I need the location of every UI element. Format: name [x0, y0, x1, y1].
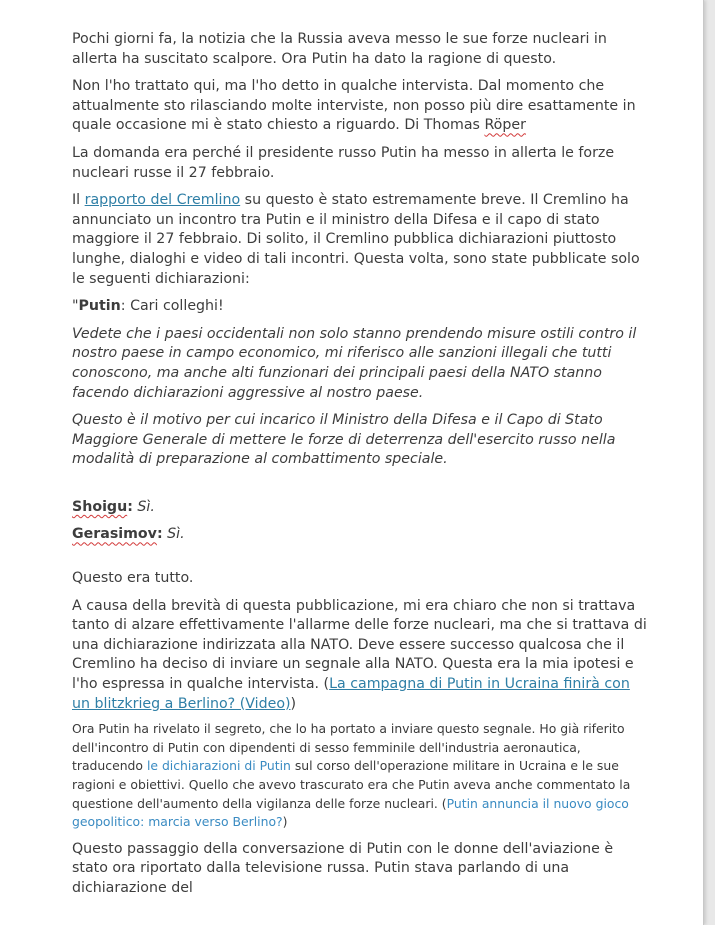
- kremlin-report-pre: Il: [72, 192, 85, 209]
- putin-greeting: : Cari colleghi!: [120, 298, 224, 315]
- gerasimov-reply: Sì.: [162, 526, 185, 543]
- gerasimov-speaker-name: Gerasimov: [72, 526, 157, 543]
- putin-greeting-line: [72, 297, 652, 317]
- kremlin-report-post: su questo è stato estremamente breve. Il Cremlino ha annunciato un incontro tra Putin e il ministro della Difesa e il capo di stato maggiore il 27 febbraio. Di solito, il Cremlino pubblica dichiarazioni piuttosto lunghe, dialoghi e video di tali incontri. Questa volta, sono state pubblicate solo le seguenti dichiarazioni:: [72, 192, 640, 287]
- paragraph-interviews-text: Non l'ho trattato qui, ma l'ho detto in qualche intervista. Dal momento che attualmente sto rilasciando molte interviste, non posso più dire esattamente in quale occasione mi è stato chiesto a riguardo. Di Thomas: [72, 78, 636, 134]
- putin-quote-2: [72, 411, 652, 470]
- paragraph-interviews: [72, 77, 652, 136]
- putin-statements-link[interactable]: le dichiarazioni di Putin: [146, 758, 291, 774]
- gerasimov-colon: :: [156, 526, 163, 543]
- gerasimov-reply-line: [72, 525, 652, 545]
- putin-quote-1-text: Vedete che i paesi occidentali non solo stanno prendendo misure ostili contro il nostro paese in campo economico, mi riferisco alle sanzioni illegali che tutti conoscono, ma anche alti funzionari dei principali paesi della NATO stanno facendo dichiarazioni aggressive al nostro paese.: [72, 325, 637, 401]
- paragraph-that-was-all: Questo era tutto.: [72, 570, 194, 587]
- geopolitical-game-link[interactable]: Putin annuncia il nuovo gioco geopolitico: marcia verso Berlino?: [72, 795, 629, 830]
- paragraph-kremlin-report: [72, 191, 652, 289]
- quote-open-mark: ": [72, 298, 79, 315]
- paragraph-nato-signal: [72, 597, 652, 715]
- paragraph-secret-revealed: [72, 720, 652, 832]
- paragraph-intro: Pochi giorni fa, la notizia che la Russia aveva messo le sue forze nucleari in allerta ha suscitato scalpore. Ora Putin ha dato la ragione di questo.: [72, 31, 607, 67]
- secret-revealed-mid: sul corso dell'operazione militare in Ucraina e le sue ragioni e obiettivi. Quello che avevo trascurato era che Putin aveva anche commentato la questione dell'aumento della vigilanza delle forze nucleari. (: [72, 758, 631, 811]
- author-name: Röper: [484, 117, 526, 134]
- kremlin-report-link[interactable]: rapporto del Cremlino: [84, 192, 241, 209]
- shoigu-colon: :: [127, 498, 133, 515]
- secret-revealed-close: ): [282, 814, 288, 830]
- paragraph-question: La domanda era perché il presidente russo Putin ha messo in allerta le forze nucleari russe il 27 febbraio.: [72, 144, 615, 181]
- putin-speaker-name: Putin: [78, 298, 121, 315]
- putin-quote-1: [72, 325, 652, 403]
- blitzkrieg-video-link[interactable]: La campagna di Putin in Ucraina finirà con un blitzkrieg a Berlino? (Video): [72, 676, 630, 712]
- nato-signal-text: A causa della brevità di questa pubblicazione, mi era chiaro che non si trattava tanto di alzare effettivamente l'allarme delle forze nucleari, ma che si trattava di una dichiarazione indirizzata alla NATO. Deve essere successo qualcosa che il Cremlino ha deciso di inviare un segnale alla NATO. Questa era la mia ipotesi e l'ho espressa in qualche intervista. (: [72, 597, 647, 693]
- article-body: [72, 30, 652, 899]
- shoigu-reply: Sì.: [132, 498, 155, 515]
- shoigu-speaker-name: Shoigu: [72, 498, 128, 515]
- putin-quote-2-text: Questo è il motivo per cui incarico il Ministro della Difesa e il Capo di Stato Maggiore Generale di mettere le forze di deterrenza dell'esercito russo nella modalità di preparazione al combattimento speciale.: [72, 412, 616, 468]
- shoigu-reply-line: [72, 498, 652, 518]
- secret-revealed-pre: Ora Putin ha rivelato il segreto, che lo ha portato a inviare questo segnale. Ho già riferito dell'incontro di Putin con dipendenti di sesso femminile dell'industria aeronautica, traducendo: [72, 721, 625, 774]
- nato-signal-close: ): [290, 695, 297, 712]
- paragraph-tv-report: Questo passaggio della conversazione di Putin con le donne dell'aviazione è stato ora riportato dalla televisione russa. Putin stava parlando di una dichiarazione del: [72, 840, 614, 896]
